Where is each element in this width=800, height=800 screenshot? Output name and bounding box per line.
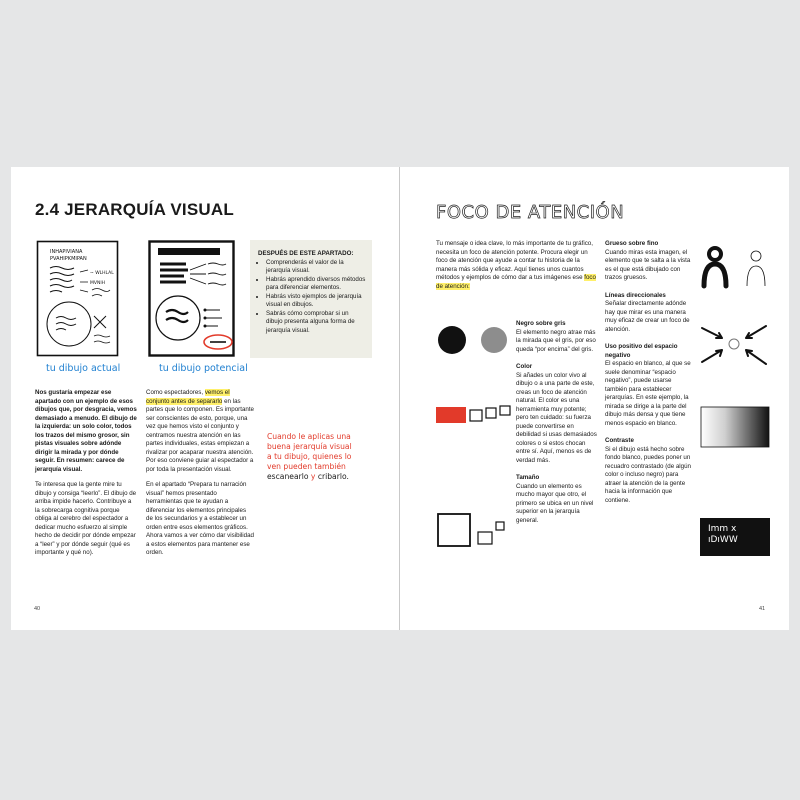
directional-lines-illustration [698, 320, 770, 368]
objective-item: • Comprenderás el valor de la jerarquía visual. [266, 259, 366, 276]
color-illustration [434, 403, 512, 429]
contrast-scribble-1: Imm x [708, 524, 737, 534]
section-contrast: Contraste Si el dibujo está hecho sobre fondo blanco, puedes poner un recuadro contrastado (de algún color o incluso negro) para atraer la atención de la gente hacia la información que contiene. [605, 437, 691, 504]
intro-paragraph: Nos gustaría empezar ese apartado con un ejemplo de esos dibujos que, por desgracia, vemos demasiado a menudo. El dibujo de la izquierda: un solo color, todos los trazos del mismo grosor, sin pistas visuales sobre adónde dirigir la mirada y por dónde seguir. En resumen: carece de jerarquía visual. [35, 389, 137, 473]
callout-word-sift: cribarlo. [317, 472, 349, 481]
section-color: Color Si añades un color vivo al dibujo o a una parte de este, creas un foco de atención natural. El color es una herramienta muy potente; pero ten cuidado: su fuerza puede convertirse en debilidad si usas demasiados colores o si estos chocan entre sí. Aquí, menos es de verdad más. [516, 363, 597, 464]
contrast-scribble-2: ıDıWW [708, 535, 738, 545]
book-spine [399, 167, 400, 630]
size-illustration [436, 510, 508, 550]
sketch-actual-header-1: INHAPIVIANA [50, 249, 83, 255]
black-on-gray-illustration [436, 324, 510, 356]
right-intro: Tu mensaje o idea clave, lo más importante de tu gráfico, necesita un foco de atención potente. Procura elegir un foco de atención que ayude a contar tu historia de la manera más sólida y eficaz. Aquí tienes unos cuantos métodos y ejemplos de cómo dar a tus imágenes ese foco de atención: [436, 240, 596, 290]
sketch-actual-note-1: ~ WLHLAL [90, 271, 114, 276]
sketch-actual-header-2: PVAHIPKMIPAN [50, 256, 87, 262]
highlighted-text: foco de atención: [436, 274, 596, 290]
section-directional-lines: Líneas direccionales Señalar directamente adónde hay que mirar es una manera muy eficaz de crear un foco de atención. [605, 291, 690, 333]
sketch-actual-note-2: MVNIH [90, 281, 106, 286]
right-right-column [605, 240, 693, 505]
thick-over-thin-illustration [700, 244, 770, 292]
objectives-box [250, 240, 372, 358]
right-middle-column [516, 320, 598, 525]
sketch-potencial-caption: tu dibujo potencial [159, 363, 248, 374]
paragraph: Como espectadores, vemos el conjunto antes de separarlo en las partes que lo componen. Es importante ser conscientes de esto, porque, una vez que hemos visto el conjunto y centramos nuestra atención en las partes individuales, estas empiezan a rivalizar por acaparar nuestra atención. Por eso conviene guiar al espectador a por toda la presentación visual. [146, 389, 255, 473]
callout-word-scan: escanearlo [267, 472, 309, 481]
objective-item: • Habrás visto ejemplos de jerarquía visual en dibujos. [266, 293, 366, 310]
handwritten-callout: Cuando le aplicas una buena jerarquía visual a tu dibujo, quienes lo ven pueden también escanearlo y cribarlo. [267, 432, 352, 481]
sketch-potencial-drawing [148, 240, 236, 358]
section-negative-space: Uso positivo del espacio negativo El espacio en blanco, al que se suele denominar “espacio negativo”, puede usarse también para establecer jerarquías. En este ejemplo, la mirada se dirige a la parte del dibujo más densa y que tiene menos espacio en blanco. [605, 343, 691, 427]
highlighted-text: vemos el conjunto antes de separarlo [146, 389, 230, 405]
contrast-illustration [700, 518, 770, 556]
left-column-1 [35, 389, 137, 558]
section-size: Tamaño Cuando un elemento es mucho mayor que otro, el primero se ubica en un nivel superior en la jerarquía general. [516, 474, 594, 524]
sketch-actual-drawing [36, 240, 120, 358]
left-column-2 [146, 389, 254, 558]
section-thick-over-thin: Grueso sobre fino Cuando miras esta imagen, el elemento que te salta a la vista es el que está dibujado con trazos gruesos. [605, 240, 691, 281]
page-number-left: 40 [34, 606, 41, 612]
negative-space-illustration [700, 406, 770, 448]
right-page-title: FOCO DE ATENCIÓN [436, 202, 625, 223]
section-title: 2.4 JERARQUÍA VISUAL [35, 200, 234, 219]
sketch-actual-caption: tu dibujo actual [46, 363, 121, 374]
page-number-right: 41 [759, 606, 766, 612]
section-black-on-gray: Negro sobre gris El elemento negro atrae más la mirada que el gris, por eso queda “por encima” del gris. [516, 320, 596, 353]
paragraph: En el apartado “Prepara tu narración visual” hemos presentado herramientas que te ayudan a diferenciar los elementos principales de los secundarios y a establecer un orden entre esos elementos gráficos. Ahora vamos a ver cómo dar visibilidad a estos elementos para mantener ese orden. [146, 481, 254, 556]
objective-item: • Habrás aprendido diversos métodos para diferenciar elementos. [266, 276, 366, 293]
objective-item: • Sabrás cómo comprobar si un dibujo presenta alguna forma de jerarquía visual. [266, 310, 366, 336]
objectives-heading: DESPUÉS DE ESTE APARTADO: [258, 250, 354, 257]
paragraph: Te interesa que la gente mire tu dibujo y consiga “leerlo”. El dibujo de arriba impide hacerlo. Contribuye a la sobrecarga cognitiva porque obliga al cerebro del espectador a dedicar mucho esfuerzo al simple hecho de decidir por dónde empezar a “leer” y por dónde seguir (qué es importante y qué no). [35, 481, 137, 556]
